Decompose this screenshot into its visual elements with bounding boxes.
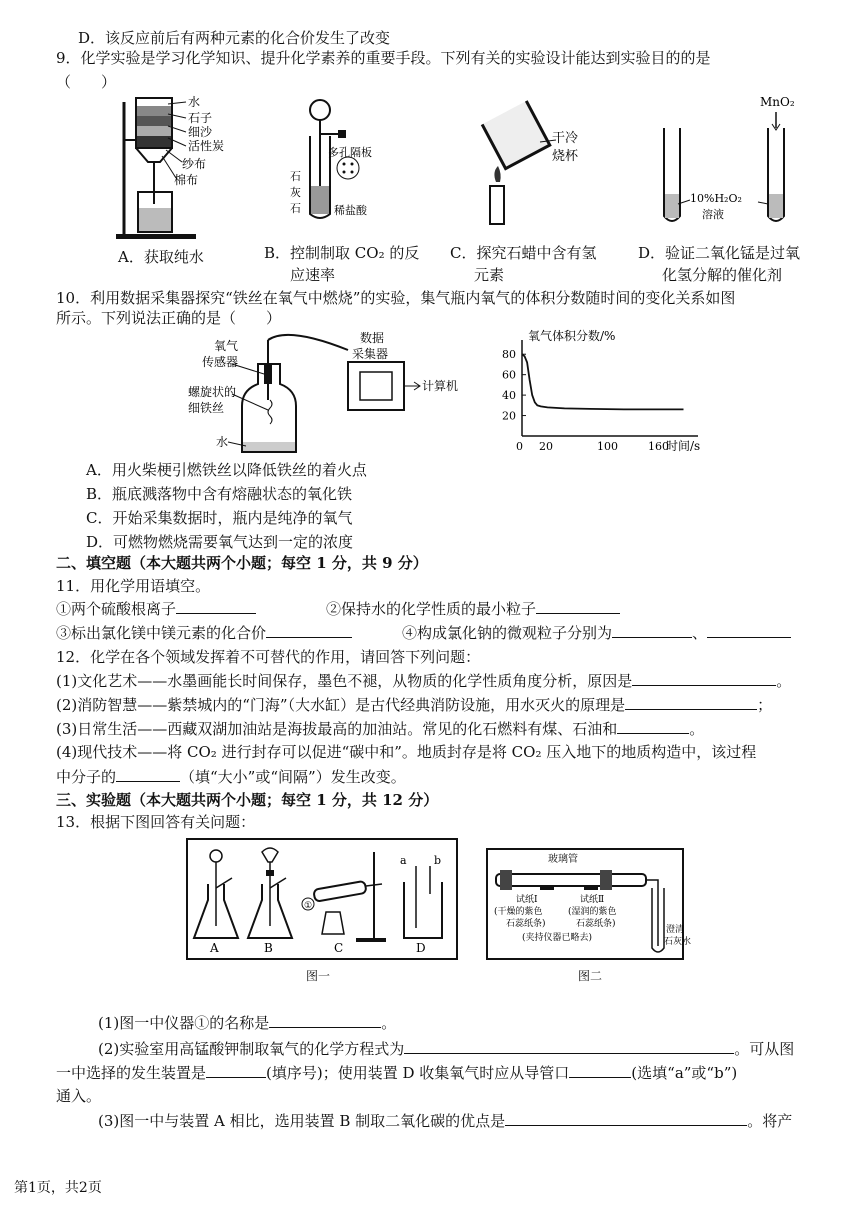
tube-label-shi2: 石 <box>290 202 301 215</box>
figure-one-apparatus <box>186 838 458 960</box>
q9-caption-d2: 化氢分解的催化剂 <box>662 266 783 284</box>
q11-blank2[interactable] <box>536 598 620 614</box>
q12-part4-line1: (4)现代技术——将 CO₂ 进行封存可以促进“碳中和”。地质封存是将 CO₂ 压入地下的地质构造中，该过程 <box>56 743 757 761</box>
apparatus-label-o2: 氧气 <box>214 339 239 353</box>
apparatus-label-data: 数据 <box>360 331 385 345</box>
q13-part2-text-b: 。可从图 <box>734 1040 795 1058</box>
fig2-caption: 图二 <box>578 969 603 983</box>
q12-stem: 12．化学在各个领域发挥着不可替代的作用，请回答下列问题： <box>56 648 481 666</box>
q11-separator: 、 <box>692 624 708 642</box>
q10-option-a: A．用火柴梗引燃铁丝以降低铁丝的着火点 <box>86 461 367 479</box>
q13-part2-line2 <box>56 1062 737 1083</box>
tube-label-hui: 灰 <box>290 186 301 199</box>
q11-part2 <box>326 598 620 619</box>
q9-caption-b1: B．控制制取 CO₂ 的反 <box>264 244 420 262</box>
q13-part3-text: (3)图一中与装置 A 相比，选用装置 B 制取二氧化碳的优点是 <box>98 1112 506 1130</box>
fig1-tube-b: b <box>434 854 442 867</box>
q13-part1-text: (1)图一中仪器①的名称是 <box>98 1014 270 1032</box>
q12-blank1[interactable] <box>632 670 776 686</box>
tube-label-shi1: 石 <box>290 170 301 183</box>
q13-part2-text-d: (填序号)；使用装置 D 收集氧气时应从导管口 <box>266 1064 570 1082</box>
figure-iron-combustion <box>188 330 478 460</box>
q12-part2-end: ； <box>757 696 773 714</box>
q11-part1-text: ①两个硫酸根离子 <box>56 600 177 618</box>
q10-option-c: C．开始采集数据时，瓶内是纯净的氧气 <box>86 509 353 527</box>
q12-part3 <box>56 718 704 739</box>
q12-blank3[interactable] <box>617 718 689 734</box>
q13-blank1[interactable] <box>269 1012 381 1028</box>
q12-part1-text: (1)文化艺术——水墨画能长时间保存，墨色不褪，从物质的化学性质角度分析，原因是 <box>56 672 633 690</box>
section3-title: 三、实验题（本大题共两个小题；每空 1 分，共 12 分） <box>56 791 439 809</box>
fig2-paper2-l2: (湿润的紫色 <box>568 907 617 917</box>
q10-stem-line2: 所示。下列说法正确的是（ ） <box>56 309 282 327</box>
fig2-limewater-l1: 澄清 <box>666 925 685 935</box>
q13-part3 <box>98 1110 792 1131</box>
figure-water-filter <box>108 92 228 242</box>
tube-label-acid: 稀盐酸 <box>334 204 367 217</box>
tube-label-plate: 多孔隔板 <box>328 146 372 159</box>
q11-stem: 11．用化学用语填空。 <box>56 577 211 595</box>
q13-stem: 13．根据下图回答有关问题： <box>56 813 256 831</box>
q13-part2-line3: 通入。 <box>56 1087 102 1105</box>
q12-blank4[interactable] <box>116 766 180 782</box>
tube-label-solution: 溶液 <box>702 208 724 221</box>
q13-part1-end: 。 <box>381 1014 397 1032</box>
q13-blank5[interactable] <box>505 1110 747 1126</box>
q12-blank2[interactable] <box>625 694 757 710</box>
fig1-caption: 图一 <box>306 969 331 983</box>
filter-label-stone: 石子 <box>188 111 213 125</box>
chart-y-tick-label: 80 <box>502 348 516 362</box>
q12-part4-line2 <box>56 766 406 787</box>
fig2-paper1-l1: 试纸Ⅰ <box>516 895 538 905</box>
q13-blank2[interactable] <box>404 1038 734 1054</box>
q11-part3 <box>56 622 352 643</box>
figure-candle-beaker <box>470 96 590 236</box>
apparatus-label-computer: 计算机 <box>422 379 459 393</box>
fig2-paper2-l3: 石蕊纸条) <box>576 919 616 929</box>
q11-blank3[interactable] <box>266 622 352 638</box>
q11-blank5[interactable] <box>707 622 791 638</box>
tube-label-mno2: MnO₂ <box>760 95 795 109</box>
q11-part4-text: ④构成氯化钠的微观粒子分别为 <box>402 624 613 642</box>
filter-label-carbon: 活性炭 <box>188 139 225 153</box>
beaker-label-dry: 干冷 <box>552 131 579 146</box>
q9-stem-line1: 9．化学实验是学习化学知识、提升化学素养的重要手段。下列有关的实验设计能达到实验目的的是 <box>56 49 711 67</box>
q11-part3-text: ③标出氯化镁中镁元素的化合价 <box>56 624 267 642</box>
fig2-paper1-l3: 石蕊纸条) <box>506 919 546 929</box>
apparatus-label-water: 水 <box>216 435 229 449</box>
q12-part4-text-a: 中分子的 <box>56 768 117 786</box>
q11-part2-text: ②保持水的化学性质的最小粒子 <box>326 600 537 618</box>
fig2-limewater-l2: 石灰水 <box>664 937 692 947</box>
fig2-glass-label: 玻璃管 <box>548 854 578 865</box>
chart-y-tick-label: 40 <box>502 389 516 403</box>
chart-y-tick-label: 60 <box>502 368 516 382</box>
q12-part3-text: (3)日常生活——西藏双湖加油站是海拔最高的加油站。常见的化石燃料有煤、石油和 <box>56 720 618 738</box>
q10-stem-line1: 10．利用数据采集器探究“铁丝在氧气中燃烧”的实验，集气瓶内氧气的体积分数随时间的变化关系如图 <box>56 289 736 307</box>
oxygen-series-line <box>522 354 684 409</box>
oxygen-chart <box>498 326 718 458</box>
fig1-letter-b: B <box>264 941 273 955</box>
q12-part1 <box>56 670 791 691</box>
chart-x-tick-label: 100 <box>597 440 618 453</box>
fig1-tube-a: a <box>400 854 407 867</box>
chart-x-tick-label: 20 <box>539 440 553 453</box>
q11-part4 <box>402 622 791 643</box>
fig1-letter-a: A <box>210 941 219 955</box>
filter-label-water: 水 <box>188 95 201 109</box>
fig2-paper1-l2: (干燥的紫色 <box>494 907 543 917</box>
q11-part1 <box>56 598 256 619</box>
q13-part2-line1 <box>98 1038 794 1059</box>
figure-mno2-tubes <box>650 92 810 234</box>
q9-caption-b2: 应速率 <box>290 266 336 284</box>
chart-xlabel: 时间/s <box>666 439 701 453</box>
figure-two-apparatus <box>486 848 692 960</box>
apparatus-label-wire: 细铁丝 <box>188 401 225 415</box>
q13-part2-text-a: (2)实验室用高锰酸钾制取氧气的化学方程式为 <box>98 1040 405 1058</box>
chart-y-tick-label: 20 <box>502 409 516 423</box>
q10-option-b: B．瓶底溅落物中含有熔融状态的氧化铁 <box>86 485 353 503</box>
q12-part2 <box>56 694 772 715</box>
chart-ylabel: 氧气体积分数/% <box>528 329 616 343</box>
q12-part1-end: 。 <box>776 672 792 690</box>
apparatus-label-spiral: 螺旋状的 <box>188 385 237 399</box>
q8-option-d: D．该反应前后有两种元素的化合价发生了改变 <box>78 29 391 47</box>
fig1-letter-d: D <box>416 941 426 955</box>
apparatus-label-sensor: 传感器 <box>202 355 239 369</box>
q13-blank3[interactable] <box>206 1062 266 1078</box>
q13-part3-end: 。将产 <box>747 1112 793 1130</box>
q13-part2-text-c: 一中选择的发生装置是 <box>56 1064 207 1082</box>
fig2-paper2-l1: 试纸Ⅱ <box>580 895 605 905</box>
q12-part4-text-b: （填“大小”或“间隔”）发生改变。 <box>180 768 406 786</box>
fig1-circle-label: ① <box>304 901 313 911</box>
q10-option-d: D．可燃物燃烧需要氧气达到一定的浓度 <box>86 533 354 551</box>
fig2-note: (夹持仪器已略去) <box>522 933 593 943</box>
q12-part3-end: 。 <box>689 720 705 738</box>
apparatus-label-collector: 采集器 <box>352 347 389 361</box>
filter-label-cotton: 棉布 <box>174 173 199 187</box>
q9-caption-c1: C．探究石蜡中含有氢 <box>450 244 597 262</box>
tube-label-h2o2: 10%H₂O₂ <box>690 192 742 205</box>
page-footer: 第1页，共2页 <box>14 1180 102 1196</box>
q11-blank1[interactable] <box>176 598 256 614</box>
q12-part2-text: (2)消防智慧——紫禁城内的“门海”（大水缸）是古代经典消防设施，用水灭火的原理是 <box>56 696 626 714</box>
q11-blank4[interactable] <box>612 622 692 638</box>
section2-title: 二、填空题（本大题共两个小题；每空 1 分，共 9 分） <box>56 554 428 572</box>
chart-x-tick-label: 0 <box>516 440 523 453</box>
q13-part2-text-e: (选填“a”或“b”) <box>631 1064 738 1082</box>
q9-caption-d1: D．验证二氧化锰是过氧 <box>638 244 801 262</box>
chart-x-tick-label: 160 <box>648 440 669 453</box>
q13-part1 <box>98 1012 396 1033</box>
q9-stem-line2: （ ） <box>56 73 117 91</box>
q9-caption-c2: 元素 <box>474 266 505 284</box>
beaker-label-cup: 烧杯 <box>552 149 579 164</box>
fig1-letter-c: C <box>334 941 344 955</box>
filter-label-gauze: 纱布 <box>182 157 207 171</box>
filter-label-sand: 细沙 <box>188 125 213 139</box>
q9-caption-a: A．获取纯水 <box>118 248 204 266</box>
figure-controlled-tube <box>288 96 388 226</box>
q13-blank4[interactable] <box>569 1062 631 1078</box>
